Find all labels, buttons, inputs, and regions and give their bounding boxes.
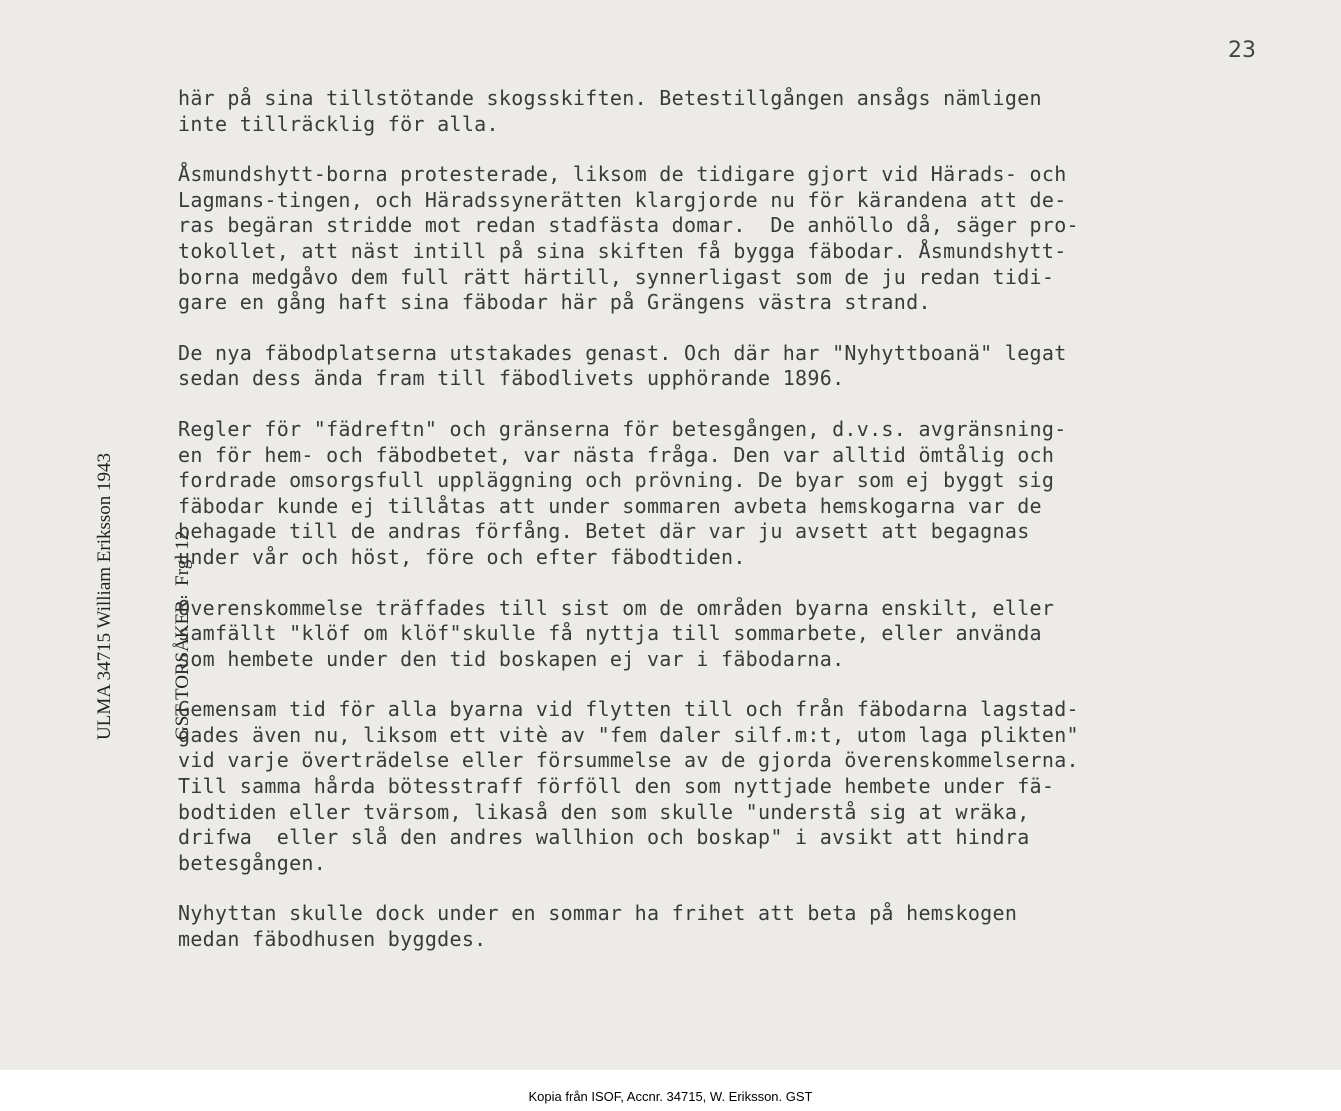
text-line: under vår och höst, före och efter fäbodtiden.: [178, 544, 746, 569]
text-line: som hembete under den tid boskapen ej var i fäbodarna.: [178, 646, 845, 671]
typewritten-text: [178, 86, 1288, 978]
paragraph: [178, 697, 1288, 876]
text-line: en för hem- och fäbodbetet, var nästa fråga. Den var alltid ömtålig och: [178, 442, 1055, 467]
page-number: 23: [1228, 38, 1256, 63]
text-line: fäbodar kunde ej tillåtas att under sommaren avbeta hemskogarna var de: [178, 493, 1042, 518]
text-line: Lagmans-tingen, och Häradssynerätten klargjorde nu för kärandena att de-: [178, 187, 1067, 212]
text-line: samfällt "klöf om klöf"skulle få nyttja till sommarbete, eller använda: [178, 621, 1042, 646]
text-line: ras begäran stridde mot redan stadfästa domar. De anhöllo då, säger pro-: [178, 213, 1079, 238]
paragraph: [178, 596, 1288, 673]
text-line: De nya fäbodplatserna utstakades genast. Och där har "Nyhyttboanä" legat: [178, 340, 1067, 365]
text-line: gare en gång haft sina fäbodar här på Grängens västra strand.: [178, 290, 931, 315]
archive-label-line-1: ULMA 34715 William Eriksson 1943: [94, 452, 115, 740]
text-line: tokollet, att näst intill på sina skiften få bygga fäbodar. Åsmundshytt-: [178, 238, 1067, 263]
text-line: Överenskommelse träffades till sist om de områden byarna enskilt, eller: [178, 595, 1055, 620]
text-line: Regler för "fädreftn" och gränserna för betesgången, d.v.s. avgränsning-: [178, 416, 1067, 441]
text-line: bodtiden eller tvärsom, likaså den som skulle "understå sig at wräka,: [178, 799, 1030, 824]
text-line: inte tillräcklig för alla.: [178, 111, 499, 136]
text-line: Gemensam tid för alla byarna vid flytten till och från fäbodarna lagstad-: [178, 697, 1079, 722]
footer-caption: Kopia från ISOF, Accnr. 34715, W. Eriksson. GST: [528, 1089, 813, 1104]
text-line: vid varje överträdelse eller försummelse av de gjorda överenskommelserna.: [178, 748, 1079, 773]
paragraph: [178, 417, 1288, 571]
text-line: behagade till de andras förfång. Betet där var ju avsett att begagnas: [178, 519, 1030, 544]
text-line: borna medgåvo dem full rätt härtill, synnerligast som de ju redan tidi-: [178, 264, 1055, 289]
paragraph: [178, 901, 1288, 952]
paragraph: [178, 86, 1288, 137]
paragraph: [178, 162, 1288, 316]
text-line: gades även nu, liksom ett vitè av "fem daler silf.m:t, utom laga plikten": [178, 722, 1079, 747]
text-line: här på sina tillstötande skogsskiften. Betestillgången ansågs nämligen: [178, 86, 1042, 110]
text-line: Åsmundshytt-borna protesterade, liksom de tidigare gjort vid Härads- och: [178, 162, 1067, 187]
text-line: Nyhyttan skulle dock under en sommar ha frihet att beta på hemskogen: [178, 901, 1018, 926]
text-line: medan fäbodhusen byggdes.: [178, 927, 487, 952]
text-line: fordrade omsorgsfull uppläggning och prövning. De byar som ej byggt sig: [178, 468, 1055, 493]
text-line: sedan dess ända fram till fäbodlivets upphörande 1896.: [178, 366, 845, 391]
text-line: drifwa eller slå den andres wallhion och boskap" i avsikt att hindra: [178, 825, 1030, 850]
text-line: betesgången.: [178, 850, 327, 875]
archive-label-line-2: GST TORSÅKER Frgl 12: [172, 530, 193, 740]
paragraph: [178, 341, 1288, 392]
text-line: Till samma hårda bötesstraff förföll den som nyttjade hembete under fä-: [178, 774, 1055, 799]
